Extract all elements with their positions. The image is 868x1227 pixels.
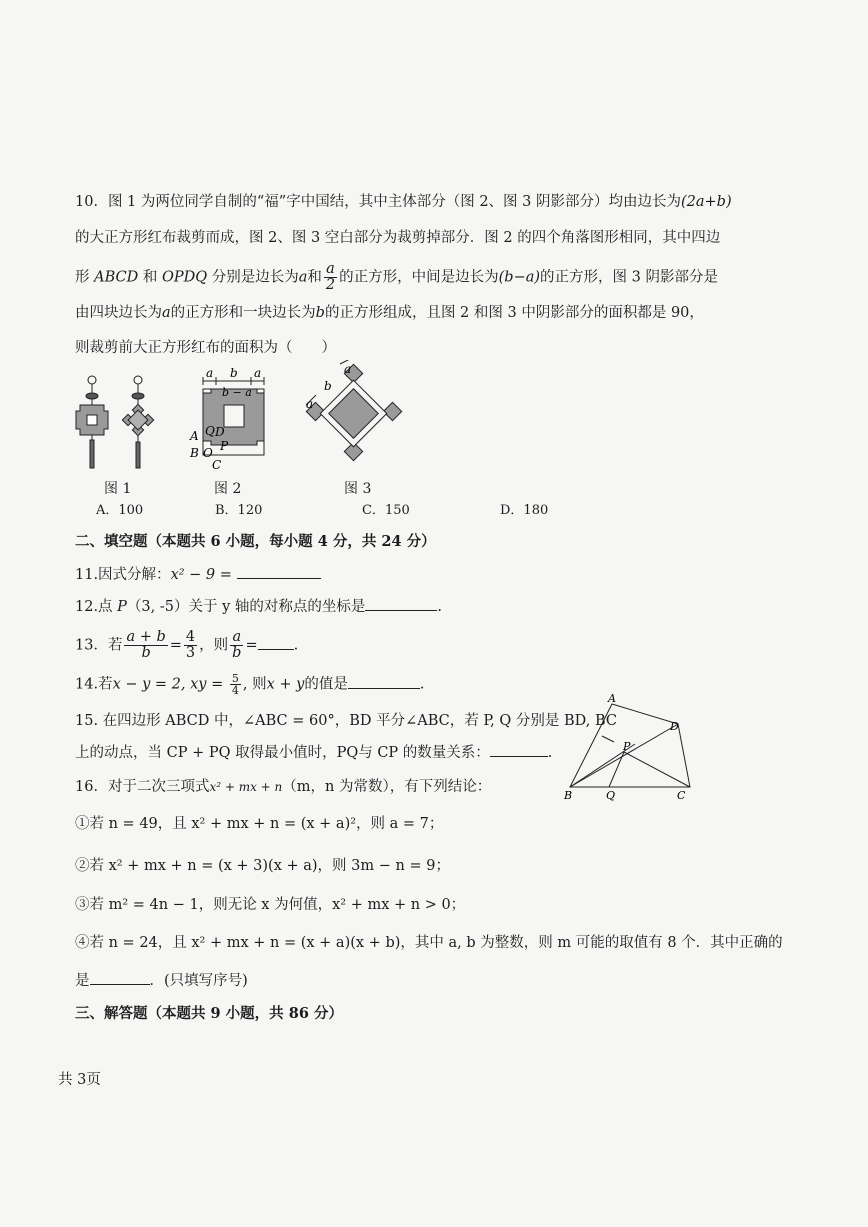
q13-frac3 — [230, 630, 243, 661]
frac-num: a — [324, 262, 337, 278]
q13-text: ，则 — [199, 637, 229, 654]
q10-text: 10．图 1 为两位同学自制的“福”字中国结，其中主体部分（图 2、图 3 阴影部分）均由边长为 — [75, 194, 681, 210]
q10-text: 和 — [138, 269, 162, 286]
q14-expr: x + y — [266, 676, 305, 693]
section-2-heading: 二、填空题（本题共 6 小题，每小题 4 分，共 24 分） — [75, 533, 436, 550]
q15-point-C: C — [677, 789, 686, 802]
frac-num: a + b — [126, 629, 166, 645]
frac-num: 5 — [231, 672, 239, 685]
q10-math: a — [162, 305, 171, 321]
q12 — [75, 596, 442, 617]
fig2-label-a-left: a — [206, 366, 214, 380]
q10-text: 的正方形，中间是边长为 — [339, 269, 499, 286]
q16-text: ．(只填写序号) — [149, 973, 248, 989]
q15-point-B: B — [564, 789, 573, 802]
q10-math: (b−a) — [498, 269, 541, 286]
frac-den: 2 — [325, 277, 336, 293]
q16-statement-4: ④若 n = 24，且 x² + mx + n = (x + a)(x + b)，其中 a, b 为整数，则 m 可能的取值有 8 个．其中正确的 — [75, 935, 783, 951]
q16-answer-line — [75, 970, 248, 991]
q16-text: 16．对于二次三项式 — [75, 779, 210, 795]
knot-right — [122, 376, 153, 468]
fig2-point-Q: Q — [205, 424, 215, 438]
q13-frac2 — [184, 630, 197, 661]
q11-text: 11.因式分解： — [75, 567, 171, 583]
q14-text: 14.若 — [75, 676, 113, 693]
q10-fraction — [324, 262, 337, 293]
q10-math: b — [315, 305, 325, 321]
q15-period: . — [547, 745, 553, 761]
q16-statement-2: ②若 x² + mx + n = (x + 3)(x + a)，则 3m − n = 9； — [75, 858, 450, 874]
q10-expr: (2a+b) — [681, 194, 732, 210]
frac-den: b — [141, 645, 151, 661]
frac-den: b — [232, 645, 242, 661]
q10-line1 — [75, 192, 732, 212]
fig2-label-b-minus-a: b − a — [222, 386, 252, 399]
frac-den: 4 — [231, 684, 239, 697]
q10-text: 则裁剪前大正方形红布的面积为（ ） — [75, 340, 336, 356]
fig2-point-A: A — [190, 429, 199, 443]
q15-point-P: P — [623, 740, 631, 753]
q10-line3 — [75, 262, 718, 293]
q16-statement-3: ③若 m² = 4n − 1，则无论 x 为何值，x² + mx + n > 0； — [75, 897, 466, 913]
q15-quadrilateral-figure — [560, 692, 705, 802]
option-b: B．120 — [215, 503, 263, 518]
frac-den: 3 — [185, 645, 196, 661]
fig3-label-a-left: a — [306, 397, 314, 411]
q10-text: 由四块边长为 — [75, 305, 162, 321]
figure-2 — [188, 365, 273, 475]
q10-math: a — [298, 269, 308, 286]
q10-line5 — [75, 338, 336, 358]
q15-line2 — [75, 742, 552, 763]
q11 — [75, 564, 321, 585]
q14 — [75, 673, 424, 696]
frac-num: a — [230, 630, 243, 646]
figure-2-caption: 图 2 — [214, 481, 242, 497]
q10-text: 的正方形组成，且图 2 和图 3 中阴影部分的面积都是 90， — [324, 305, 704, 321]
q12-text: 12.点 — [75, 599, 118, 615]
q13 — [75, 630, 298, 661]
fig2-point-B: B — [190, 446, 199, 460]
figure-3-caption: 图 3 — [344, 481, 372, 497]
q15-point-D: D — [670, 720, 679, 733]
option-c: C．150 — [362, 503, 410, 518]
fig2-label-b: b — [230, 366, 238, 380]
fig2-point-D: D — [215, 425, 225, 439]
fig2-label-a-right: a — [254, 366, 262, 380]
q12-text: （3, -5）关于 y 轴的对称点的坐标是 — [126, 599, 366, 615]
q14-frac — [230, 673, 241, 696]
q16-text: 是 — [75, 973, 90, 989]
q15-answer-blank[interactable] — [490, 742, 548, 757]
q16-expr: x² + mx + n — [209, 780, 283, 794]
q10-text: 和 — [307, 269, 322, 286]
q10-math: OPDQ — [161, 269, 208, 286]
q12-period: . — [437, 599, 443, 615]
q12-point: P — [117, 599, 127, 615]
section-3-heading: 三、解答题（本题共 9 小题，共 86 分） — [75, 1005, 343, 1022]
q10-line4 — [75, 303, 704, 323]
fig2-point-C: C — [212, 458, 222, 472]
q14-answer-blank[interactable] — [348, 674, 420, 689]
q14-text: , 则 — [242, 676, 267, 693]
fig3-label-b: b — [324, 379, 332, 393]
figure-1-caption: 图 1 — [104, 481, 132, 497]
q15-line1: 15. 在四边形 ABCD 中，∠ABC = 60°，BD 平分∠ABC，若 P, Q 分别是 BD, BC — [75, 713, 617, 729]
q15-point-Q: Q — [606, 789, 616, 802]
q13-eq: = — [169, 637, 182, 654]
q10-math: ABCD — [94, 269, 139, 286]
q10-line2 — [75, 228, 720, 248]
q10-text: 的大正方形红布裁剪而成，图 2、图 3 空白部分为裁剪掉部分．图 2 的四个角落图形相同，其中四边 — [75, 230, 721, 246]
q13-period: . — [293, 637, 299, 654]
q10-text: 形 — [75, 269, 95, 286]
q11-expr: x² − 9 = — [170, 567, 232, 583]
figure-1-knots — [70, 372, 170, 472]
q13-text: 13．若 — [75, 637, 123, 654]
q14-expr: x − y = 2, xy = — [112, 676, 228, 693]
q10-text: 的正方形和一块边长为 — [170, 305, 316, 321]
fig3-label-a-top: a — [344, 362, 352, 376]
q14-text: 的值是 — [304, 676, 348, 693]
q15-point-A: A — [608, 692, 616, 705]
q16-answer-blank[interactable] — [90, 970, 150, 985]
q13-eq: = — [245, 637, 258, 654]
fig2-point-O: O — [203, 446, 213, 460]
figure-3 — [300, 360, 410, 470]
q14-period: . — [419, 676, 425, 693]
q11-answer-blank[interactable] — [237, 564, 321, 579]
option-a: A．100 — [96, 503, 144, 518]
q12-answer-blank[interactable] — [365, 596, 437, 611]
q13-frac1 — [124, 630, 167, 661]
option-d: D．180 — [500, 503, 549, 518]
q10-text: 的正方形，图 3 阴影部分是 — [540, 269, 718, 286]
q16-text: （m，n 为常数），有下列结论： — [282, 779, 492, 795]
q15-text: 上的动点，当 CP + PQ 取得最小值时，PQ与 CP 的数量关系： — [75, 745, 490, 761]
knot-left — [76, 376, 108, 468]
page-footer: 共 3页 — [58, 1072, 101, 1088]
q16-statement-1: ①若 n = 49，且 x² + mx + n = (x + a)²，则 a = 7； — [75, 816, 444, 832]
q13-answer-blank[interactable] — [258, 635, 294, 650]
q10-text: 分别是边长为 — [207, 269, 299, 286]
fig2-point-P: P — [220, 439, 229, 453]
q16-intro — [75, 777, 491, 797]
frac-num: 4 — [185, 629, 196, 645]
